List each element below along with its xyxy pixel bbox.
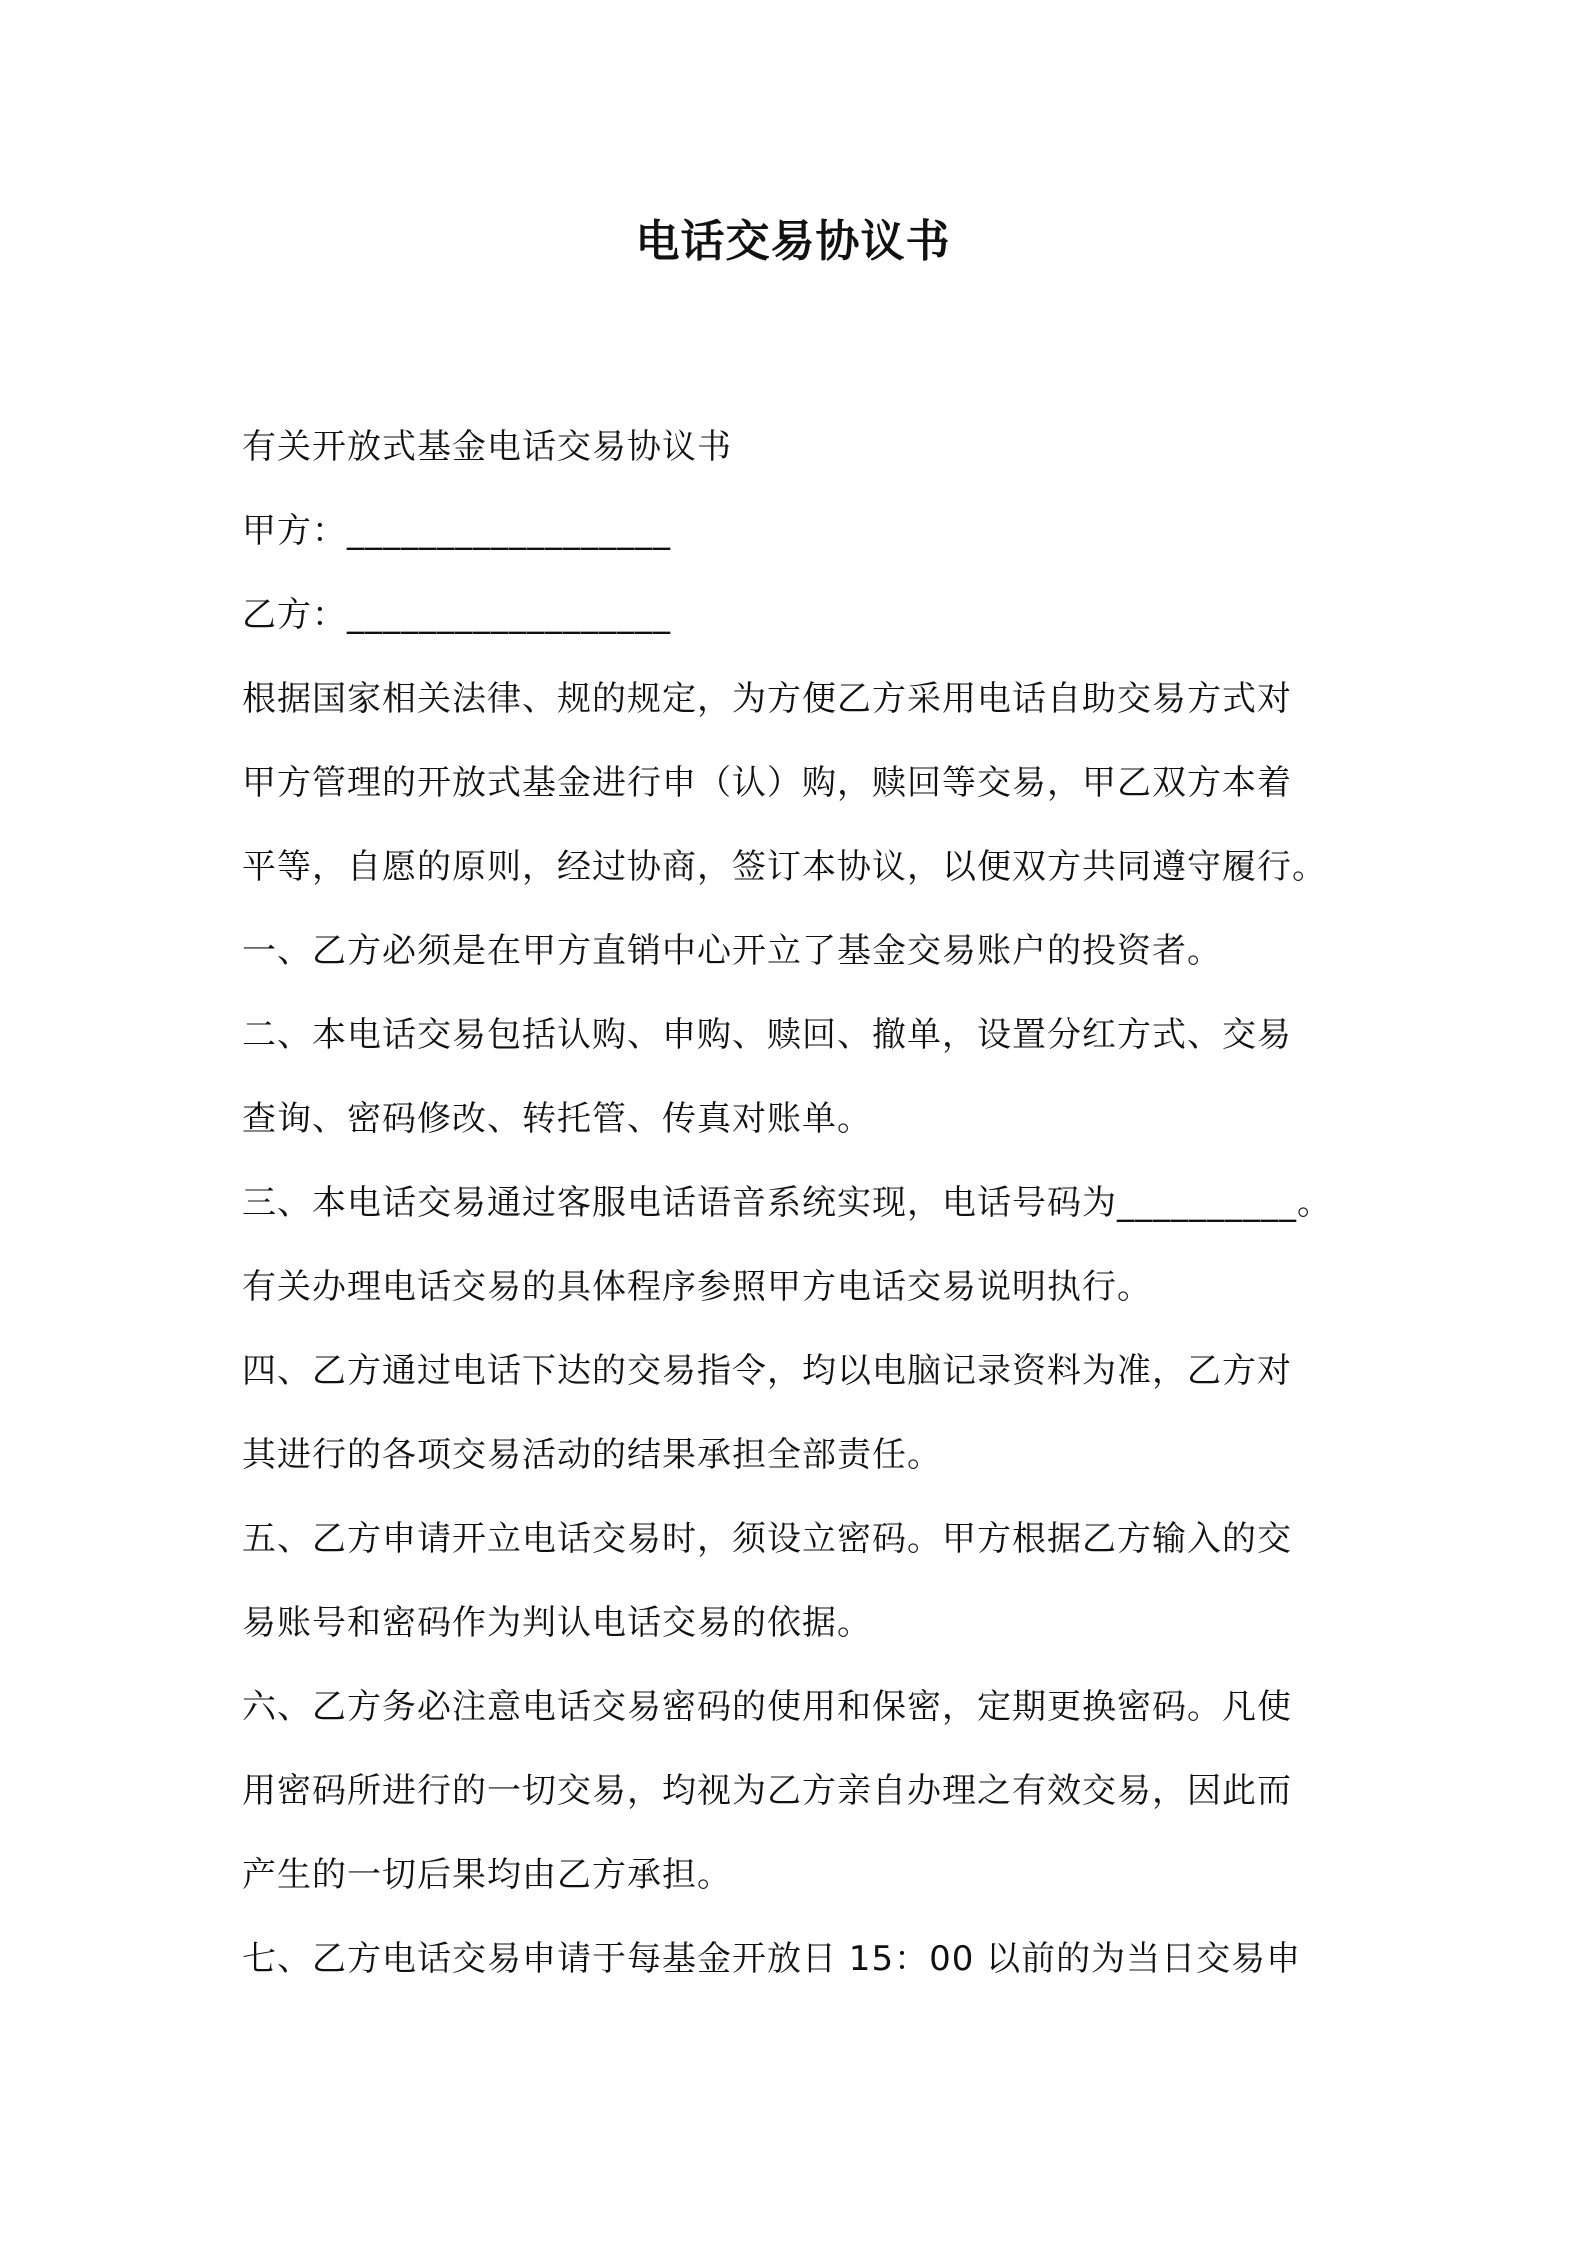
- paragraph-line: 甲方管理的开放式基金进行申（认）购，赎回等交易，甲乙双方本着: [242, 763, 1292, 803]
- clause-2-line: 二、本电话交易包括认购、申购、赎回、撤单，设置分红方式、交易: [242, 1015, 1292, 1055]
- clause-2-line: 查询、密码修改、转托管、传真对账单。: [242, 1099, 872, 1139]
- document-title: 电话交易协议书: [635, 216, 951, 267]
- clause-6-line: 产生的一切后果均由乙方承担。: [242, 1855, 732, 1895]
- clause-4-line: 其进行的各项交易活动的结果承担全部责任。: [242, 1435, 942, 1475]
- clause-3-line: 有关办理电话交易的具体程序参照甲方电话交易说明执行。: [242, 1267, 1152, 1307]
- clause-5-line: 易账号和密码作为判认电话交易的依据。: [242, 1603, 872, 1643]
- paragraph-line: 根据国家相关法律、规的规定，为方便乙方采用电话自助交易方式对: [242, 679, 1292, 719]
- clause-6-line: 六、乙方务必注意电话交易密码的使用和保密，定期更换密码。凡使: [242, 1687, 1292, 1727]
- clause-1-line: 一、乙方必须是在甲方直销中心开立了基金交易账户的投资者。: [242, 931, 1222, 971]
- party-a-line: 甲方：__________________: [242, 511, 671, 551]
- party-b-line: 乙方：__________________: [242, 595, 671, 635]
- clause-4-line: 四、乙方通过电话下达的交易指令，均以电脑记录资料为准，乙方对: [242, 1351, 1292, 1391]
- paragraph-line: 平等，自愿的原则，经过协商，签订本协议，以便双方共同遵守履行。: [242, 847, 1327, 887]
- document-body: [242, 405, 1354, 2001]
- clause-7-line: 七、乙方电话交易申请于每基金开放日 15：00 以前的为当日交易申: [242, 1939, 1302, 1979]
- clause-5-line: 五、乙方申请开立电话交易时，须设立密码。甲方根据乙方输入的交: [242, 1519, 1292, 1559]
- clause-3-line: 三、本电话交易通过客服电话语音系统实现，电话号码为__________。: [242, 1183, 1332, 1223]
- document-subtitle: 有关开放式基金电话交易协议书: [242, 427, 732, 467]
- clause-6-line: 用密码所进行的一切交易，均视为乙方亲自办理之有效交易，因此而: [242, 1771, 1292, 1811]
